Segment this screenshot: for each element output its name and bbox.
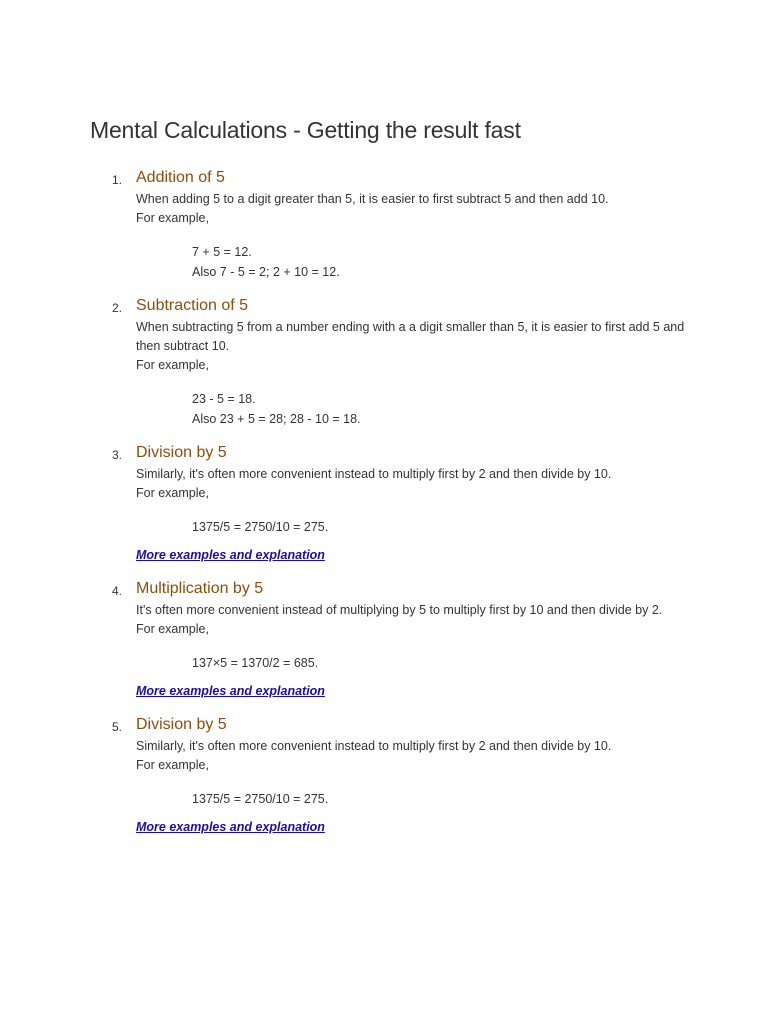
example-intro: For example, xyxy=(136,358,209,372)
example-block xyxy=(192,242,690,282)
section-description: Similarly, it's often more convenient instead to multiply first by 2 and then divide by 10. xyxy=(136,739,612,753)
more-examples-link[interactable]: More examples and explanation xyxy=(136,548,325,562)
section-description: It's often more convenient instead of multiplying by 5 to multiply first by 10 and then divide by 2. xyxy=(136,603,663,617)
example-line: 1375/5 = 2750/10 = 275. xyxy=(192,792,329,806)
example-line: Also 7 - 5 = 2; 2 + 10 = 12. xyxy=(192,265,340,279)
section-division-by-5 xyxy=(90,441,690,565)
section-heading: Addition of 5 xyxy=(136,169,225,186)
example-line: 7 + 5 = 12. xyxy=(192,245,252,259)
example-block xyxy=(192,517,690,537)
example-line: Also 23 + 5 = 28; 28 - 10 = 18. xyxy=(192,412,361,426)
example-intro: For example, xyxy=(136,758,209,772)
section-description: When subtracting 5 from a number ending with a a digit smaller than 5, it is easier to first add 5 and then subtract 10. xyxy=(136,320,685,353)
section-number: 4. xyxy=(112,584,123,598)
section-addition-of-5 xyxy=(90,166,690,282)
example-block xyxy=(192,389,690,429)
section-description: Similarly, it's often more convenient instead to multiply first by 2 and then divide by 10. xyxy=(136,467,612,481)
section-number: 2. xyxy=(112,301,123,315)
section-heading: Division by 5 xyxy=(136,716,227,733)
section-heading: Subtraction of 5 xyxy=(136,297,249,314)
section-description: When adding 5 to a digit greater than 5, it is easier to first subtract 5 and then add 10. xyxy=(136,192,609,206)
more-examples-link[interactable]: More examples and explanation xyxy=(136,684,325,698)
section-number: 1. xyxy=(112,173,123,187)
section-division-by-5-repeat xyxy=(90,713,690,837)
example-line: 1375/5 = 2750/10 = 275. xyxy=(192,520,329,534)
section-list xyxy=(90,166,690,837)
page-title: Mental Calculations - Getting the result fast xyxy=(90,117,521,143)
section-heading: Multiplication by 5 xyxy=(136,580,264,597)
section-number: 3. xyxy=(112,448,123,462)
document-page xyxy=(90,114,690,849)
more-examples-link[interactable]: More examples and explanation xyxy=(136,820,325,834)
example-line: 137×5 = 1370/2 = 685. xyxy=(192,656,319,670)
section-subtraction-of-5 xyxy=(90,294,690,429)
example-line: 23 - 5 = 18. xyxy=(192,392,256,406)
section-heading: Division by 5 xyxy=(136,444,227,461)
section-number: 5. xyxy=(112,720,123,734)
example-block xyxy=(192,653,690,673)
section-multiplication-by-5 xyxy=(90,577,690,701)
example-block xyxy=(192,789,690,809)
example-intro: For example, xyxy=(136,622,209,636)
example-intro: For example, xyxy=(136,486,209,500)
example-intro: For example, xyxy=(136,211,209,225)
